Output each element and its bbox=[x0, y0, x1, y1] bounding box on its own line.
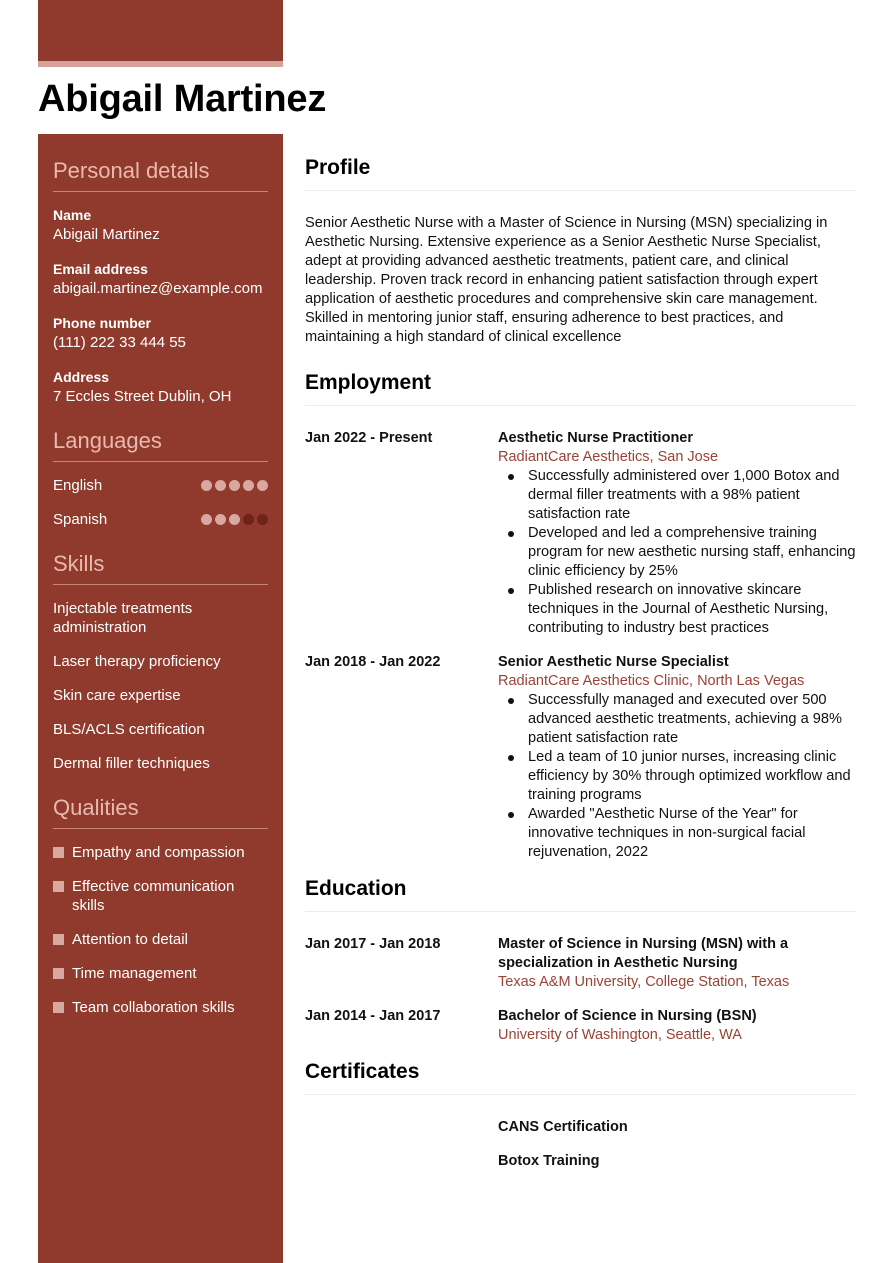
employer: RadiantCare Aesthetics, San Jose bbox=[498, 449, 719, 465]
entry-date: Jan 2014 - Jan 2017 bbox=[305, 1008, 441, 1024]
skill-item: Dermal filler techniques bbox=[53, 755, 210, 772]
rating-dot-filled-icon bbox=[215, 514, 226, 525]
language-level-rating bbox=[201, 514, 268, 525]
entry-body bbox=[498, 429, 856, 638]
degree-title: Bachelor of Science in Nursing (BSN) bbox=[498, 1008, 757, 1024]
achievement-item: Developed and led a comprehensive training program for new aesthetic nursing staff, enhancing clinic efficiency by 25% bbox=[528, 525, 856, 579]
certificate-item: CANS Certification bbox=[498, 1119, 628, 1135]
achievement-item: Published research on innovative skincare techniques in the Journal of Aesthetic Nursing, contributing to industry best practices bbox=[528, 581, 856, 638]
education-entry bbox=[305, 935, 856, 992]
degree-title: Master of Science in Nursing (MSN) with a specialization in Aesthetic Nursing bbox=[498, 936, 789, 971]
institution: University of Washington, Seattle, WA bbox=[498, 1027, 742, 1043]
entry-date: Jan 2017 - Jan 2018 bbox=[305, 936, 441, 952]
qualities-section bbox=[53, 795, 268, 1017]
skills-section bbox=[53, 551, 268, 773]
quality-label: Empathy and compassion bbox=[72, 844, 245, 861]
quality-item bbox=[53, 998, 268, 1017]
candidate-name: Abigail Martinez bbox=[38, 78, 327, 120]
field-label: Address bbox=[53, 369, 110, 385]
quality-item bbox=[53, 843, 268, 862]
field-value: 7 Eccles Street Dublin, OH bbox=[53, 388, 232, 405]
employment-heading: Employment bbox=[305, 371, 856, 406]
personal-details-section bbox=[53, 158, 268, 406]
quality-item bbox=[53, 877, 268, 915]
rating-dot-filled-icon bbox=[229, 514, 240, 525]
institution: Texas A&M University, College Station, Texas bbox=[498, 974, 790, 990]
profile-heading: Profile bbox=[305, 156, 856, 191]
rating-dot-filled-icon bbox=[201, 480, 212, 491]
employer: RadiantCare Aesthetics Clinic, North Las Vegas bbox=[498, 673, 805, 689]
skill-item: Injectable treatments administration bbox=[53, 600, 193, 636]
quality-label: Team collaboration skills bbox=[72, 999, 235, 1016]
field-value: Abigail Martinez bbox=[53, 226, 160, 243]
employment-entry bbox=[305, 429, 856, 638]
field-value: (111) 222 33 444 55 bbox=[53, 334, 186, 351]
language-item bbox=[53, 510, 268, 529]
rating-dot-filled-icon bbox=[201, 514, 212, 525]
achievement-list bbox=[498, 691, 856, 862]
field-label: Email address bbox=[53, 261, 148, 277]
rating-dot-filled-icon bbox=[229, 480, 240, 491]
language-name: Spanish bbox=[53, 511, 108, 528]
header-color-block bbox=[38, 0, 283, 61]
employment-section bbox=[305, 371, 856, 862]
rating-dot-empty-icon bbox=[257, 514, 268, 525]
main-content bbox=[305, 156, 856, 1186]
name-field bbox=[53, 206, 268, 244]
languages-heading: Languages bbox=[53, 428, 268, 462]
square-bullet-icon bbox=[53, 968, 64, 979]
achievement-item: Led a team of 10 junior nurses, increasing clinic efficiency by 30% through optimized workflow and training programs bbox=[528, 748, 856, 805]
education-heading: Education bbox=[305, 877, 856, 912]
field-label: Phone number bbox=[53, 315, 152, 331]
language-level-rating bbox=[201, 480, 268, 491]
qualities-heading: Qualities bbox=[53, 795, 268, 829]
email-field bbox=[53, 260, 268, 298]
skill-item: Skin care expertise bbox=[53, 687, 181, 704]
education-entry bbox=[305, 1007, 856, 1045]
square-bullet-icon bbox=[53, 881, 64, 892]
skill-item: BLS/ACLS certification bbox=[53, 721, 205, 738]
employment-entry bbox=[305, 653, 856, 862]
address-field bbox=[53, 368, 268, 406]
languages-section bbox=[53, 428, 268, 529]
entry-date: Jan 2018 - Jan 2022 bbox=[305, 654, 441, 670]
entry-body bbox=[498, 653, 856, 862]
rating-dot-filled-icon bbox=[243, 480, 254, 491]
certificates-heading: Certificates bbox=[305, 1060, 856, 1095]
profile-summary: Senior Aesthetic Nurse with a Master of Science in Nursing (MSN) specializing in Aesthetic Nursing. Extensive experience as a Senior Aesthetic Nurse Specialist, adept at providing advanced aesthetic treatments, patient care, and clinical leadership. Proven track record in enhancing patient satisfaction through expert application of aesthetic procedures and comprehensive skin care management. Skilled in mentoring junior staff, ensuring adherence to best practices, and maintaining a high standard of clinical excellence bbox=[305, 215, 828, 345]
quality-label: Time management bbox=[72, 965, 197, 982]
education-section bbox=[305, 877, 856, 1045]
quality-item bbox=[53, 930, 268, 949]
achievement-item: Successfully administered over 1,000 Botox and dermal filler treatments with a 98% patient satisfaction rate bbox=[528, 467, 856, 524]
square-bullet-icon bbox=[53, 934, 64, 945]
quality-item bbox=[53, 964, 268, 983]
certificates-section bbox=[305, 1060, 856, 1171]
phone-field bbox=[53, 314, 268, 352]
entry-body bbox=[498, 1007, 856, 1045]
achievement-list bbox=[498, 467, 856, 638]
personal-details-heading: Personal details bbox=[53, 158, 268, 192]
rating-dot-filled-icon bbox=[215, 480, 226, 491]
rating-dot-empty-icon bbox=[243, 514, 254, 525]
job-title: Aesthetic Nurse Practitioner bbox=[498, 430, 694, 446]
language-item bbox=[53, 476, 268, 495]
rating-dot-filled-icon bbox=[257, 480, 268, 491]
achievement-item: Awarded "Aesthetic Nurse of the Year" for innovative techniques in non-surgical facial rejuvenation, 2022 bbox=[528, 805, 856, 862]
skills-heading: Skills bbox=[53, 551, 268, 585]
certificate-item: Botox Training bbox=[498, 1153, 600, 1169]
header-accent-stripe bbox=[38, 61, 283, 67]
profile-section bbox=[305, 156, 856, 347]
achievement-item: Successfully managed and executed over 500 advanced aesthetic treatments, achieving a 98% patient satisfaction rate bbox=[528, 691, 856, 748]
sidebar bbox=[38, 134, 283, 1263]
square-bullet-icon bbox=[53, 847, 64, 858]
job-title: Senior Aesthetic Nurse Specialist bbox=[498, 654, 729, 670]
field-value[interactable]: abigail.martinez@example.com bbox=[53, 280, 263, 297]
language-name: English bbox=[53, 477, 103, 494]
quality-label: Effective communication skills bbox=[72, 878, 235, 914]
entry-date: Jan 2022 - Present bbox=[305, 430, 433, 446]
square-bullet-icon bbox=[53, 1002, 64, 1013]
entry-body bbox=[498, 935, 856, 992]
field-label: Name bbox=[53, 207, 92, 223]
quality-label: Attention to detail bbox=[72, 931, 188, 948]
skill-item: Laser therapy proficiency bbox=[53, 653, 221, 670]
